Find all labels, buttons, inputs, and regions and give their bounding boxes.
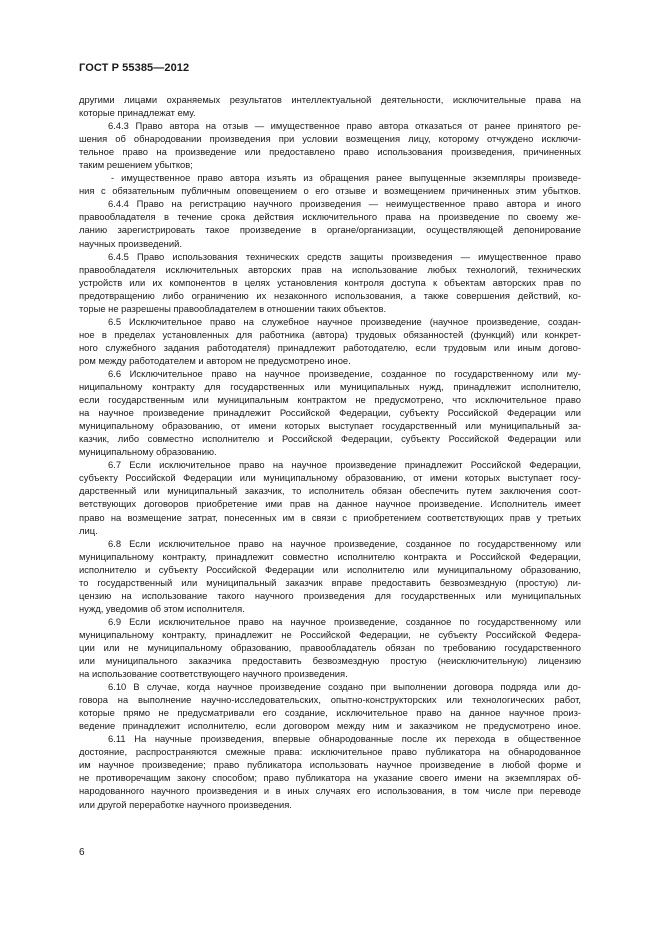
text-line: ведение принадлежит исполнителю, если договором между ним и заказчиком не предусмотрено иное.: [79, 720, 581, 732]
text-line: другими лицами охраняемых результатов интеллектуальной деятельности, исключительные права на: [79, 94, 581, 105]
text-line: цензию на использование такого научного произведения для государственных или муниципальных: [79, 589, 581, 601]
page-number: 6: [79, 847, 85, 858]
text-line: или муниципального заказчика предоставить безвозмездную простую (неисключительную) лицензию: [79, 655, 581, 667]
text-line: муниципальному контракту, принадлежит совместно исполнителю контракта и Российской Федерации,: [79, 550, 581, 562]
text-line: 6.8 Если исключительное право на научное произведение, созданное по государственному или: [108, 537, 581, 549]
text-line: ланию зарегистрировать такое произведение в органе/организации, осуществляющей депонирование: [79, 224, 581, 236]
text-line: 6.9 Если исключительное право на научное произведение, созданное по государственному или: [108, 615, 581, 627]
text-line: ниципальному контракту для государственных или муниципальных нужд, принадлежит исполнителю,: [79, 381, 581, 393]
text-line: муниципальному контракту, принадлежит не Российской Федерации, не субъекту Российской Федера-: [79, 628, 581, 640]
text-line: которые принадлежат ему.: [79, 107, 196, 119]
document-body: [79, 93, 581, 811]
text-line: или другой переработке научного произведения.: [79, 798, 292, 810]
text-line: 6.4.3 Право автора на отзыв — имущественное право автора отказаться от ранее принятого ре-: [108, 120, 581, 132]
text-line: право на возмещение затрат, понесенных им в связи с приобретением соответствующих прав у третьих: [79, 511, 581, 523]
text-line: исполнителю и субъекту Российской Федерации или исполнителю или муниципальному образованию,: [79, 563, 581, 575]
text-line: ветствующих договоров приобретение ими прав на данное научное произведение. Исполнитель имеет: [79, 498, 581, 510]
text-line: ного служебного задания работодателя) принадлежит работодателю, если трудовым или иным догово-: [79, 341, 581, 353]
text-line: ния с обязательным публичным оповещением о его отзыве и возмещением причиненных этим убытков.: [79, 185, 581, 197]
text-line: говора на выполнение научно-исследовательских, опытно-конструкторских или технологических работ,: [79, 694, 581, 706]
text-line: 6.4.4 Право на регистрацию научного произведения — неимущественное право автора и иного: [108, 198, 581, 210]
text-line: торые не разрешены правообладателем в отношении таких объектов.: [79, 302, 387, 314]
text-line: 6.5 Исключительное право на служебное научное произведение (научное произведение, создан-: [108, 315, 581, 327]
text-line: устройств или их компонентов в целях установления контроля доступа к объектам авторских прав по: [79, 276, 581, 288]
text-line: муниципальному образованию.: [79, 446, 217, 458]
text-line: казчик, либо совместно исполнителю и Российской Федерации, субъекту Российской Федерации или: [79, 433, 581, 445]
text-line: 6.4.5 Право использования технических средств защиты произведения — имущественное право: [108, 250, 581, 262]
text-line: правообладателя исключительных авторских прав на использование любых технологий, технических: [79, 263, 581, 275]
text-line: 6.11 На научные произведения, впервые обнародованные после их перехода в общественное: [108, 733, 581, 745]
text-line: ции или не муниципальному образованию, правообладатель обязан по требованию государственного: [79, 641, 581, 653]
document-header: ГОСТ Р 55385—2012: [79, 62, 190, 74]
text-line: то государственный или муниципальный заказчик вправе предоставить безвозмездную (простую) ли-: [79, 576, 581, 588]
text-line: народованного научного произведения и в иных случаях его использования, в том числе при переводе: [79, 785, 581, 797]
text-line: дарственный или муниципальный заказчик, то исполнитель обязан обеспечить путем заключения соот-: [79, 485, 581, 497]
text-line: которые прямо не предусматривали его создание, исключительное право на данное научное произ-: [79, 707, 581, 719]
text-line: тельное право на произведение или предоставлено право использования произведения, причиненных: [79, 146, 581, 158]
text-line: шения об обнародовании произведения при условии возмещения лицу, которому отчуждено исключи-: [79, 133, 581, 145]
text-line: не противоречащим закону способом; право публикатора на указание своего имени на экземплярах об-: [79, 772, 581, 784]
text-line: лиц.: [79, 524, 98, 536]
text-line: на научное произведение принадлежит Российской Федерации, субъекту Российской Федерации или: [79, 407, 581, 419]
text-line: таким решением убытков;: [79, 159, 193, 171]
text-line: 6.10 В случае, когда научное произведение создано при выполнении договора подряда или до-: [108, 681, 581, 693]
text-line: нужд, уведомив об этом исполнителя.: [79, 602, 245, 614]
text-line: правообладателя в течение срока действия исключительного права на произведение по своему же-: [79, 211, 581, 223]
text-line: научных произведений.: [79, 237, 182, 249]
text-line: 6.7 Если исключительное право на научное произведение принадлежит Российской Федерации,: [108, 459, 581, 471]
text-line: муниципальному образованию, от имени которых выступает государственный или муниципальный за-: [79, 420, 581, 432]
text-line: им научное произведение; право публикатора использовать научное произведение в любой форме и: [79, 759, 581, 771]
text-line: субъекту Российской Федерации или муниципальному образованию, от имени которых выступает госу-: [79, 472, 581, 484]
text-line: ное в пределах установленных для работника (автора) трудовых обязанностей (функций) или конкрет-: [79, 328, 581, 340]
text-line: предотвращению либо ограничению их незаконного использования, а также совершения действий, ко-: [79, 289, 581, 301]
text-line: если государственным или муниципальным контрактом не предусмотрено, что исключительное право: [79, 394, 581, 406]
text-line: достояние, распространяются смежные права: исключительное право публикатора на обнародованное: [79, 746, 581, 758]
text-line: 6.6 Исключительное право на научное произведение, созданное по государственному или му-: [108, 367, 581, 379]
text-line: ром между работодателем и автором не предусмотрено иное.: [79, 354, 351, 366]
text-line: - имущественное право автора изъять из обращения ранее выпущенные экземпляры произведе-: [111, 172, 581, 184]
text-line: на использование соответствующего научного произведения.: [79, 668, 348, 680]
